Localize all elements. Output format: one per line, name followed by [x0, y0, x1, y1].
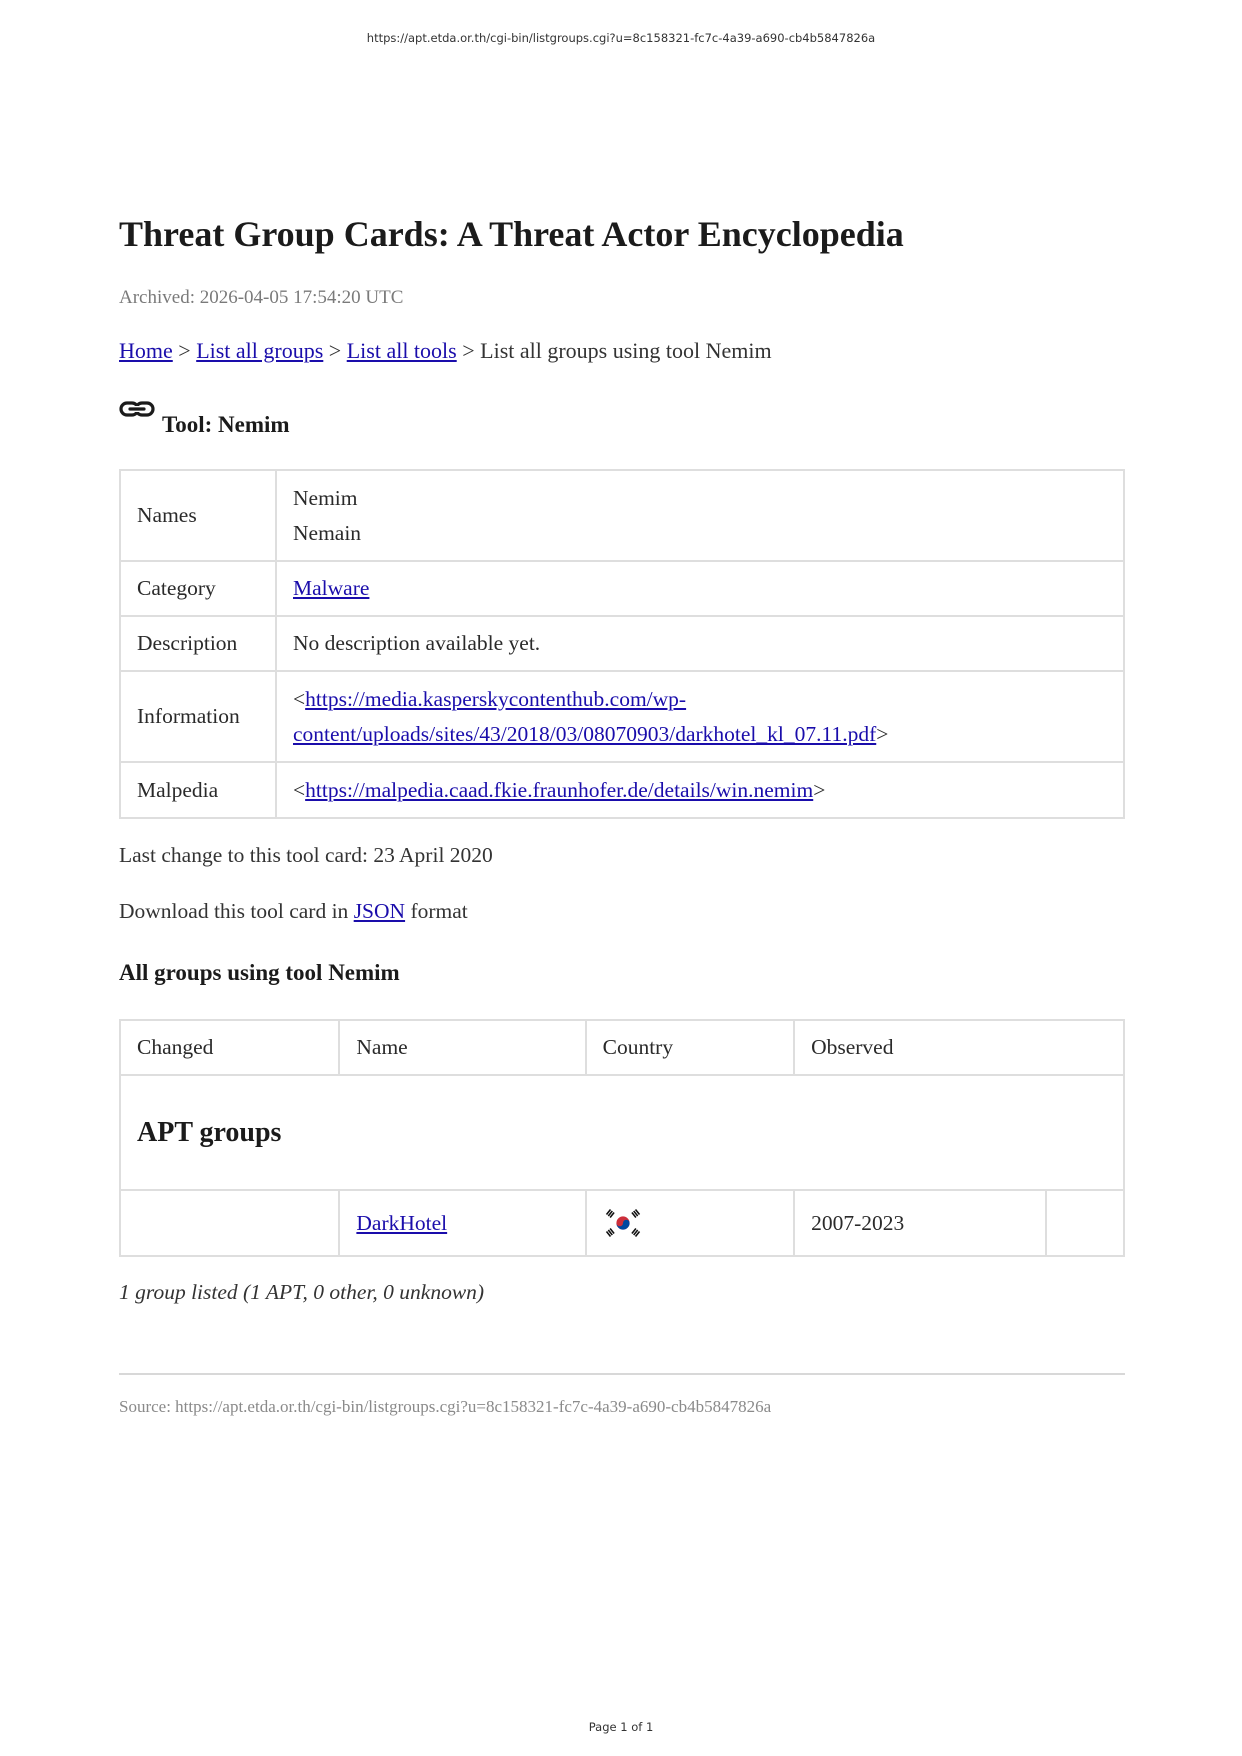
group-link-darkhotel[interactable]: DarkHotel: [356, 1210, 448, 1235]
category-link[interactable]: Malware: [293, 576, 370, 600]
description-label: Description: [120, 616, 276, 671]
breadcrumb-current: List all groups using tool Nemim: [480, 338, 772, 363]
category-label: Category: [120, 561, 276, 616]
name-cell: [339, 1190, 585, 1256]
breadcrumb-home-link[interactable]: Home: [119, 338, 173, 363]
changed-cell: [120, 1190, 339, 1256]
table-row: [120, 671, 1124, 762]
south-korea-flag-icon: [603, 1208, 643, 1238]
table-row: [120, 762, 1124, 818]
page-title: Threat Group Cards: A Threat Actor Encyclopedia: [119, 214, 904, 254]
groups-summary: 1 group listed (1 APT, 0 other, 0 unknown): [119, 1280, 485, 1304]
download-text: [119, 899, 468, 924]
table-row: [120, 470, 1124, 561]
information-value: [276, 671, 1124, 762]
angle-bracket-open: <: [293, 686, 306, 711]
information-link[interactable]: [293, 687, 876, 746]
tool-heading-label: Tool: Nemim: [162, 412, 290, 437]
tool-info-table: [119, 469, 1125, 819]
archived-timestamp: Archived: 2026-04-05 17:54:20 UTC: [119, 287, 404, 308]
description-value: No description available yet.: [276, 616, 1124, 671]
extra-cell: [1046, 1190, 1124, 1256]
groups-heading: All groups using tool Nemim: [119, 960, 400, 985]
information-label: Information: [120, 671, 276, 762]
table-row: [120, 616, 1124, 671]
table-header-row: [120, 1020, 1124, 1075]
country-cell: [586, 1190, 794, 1256]
source-url: Source: https://apt.etda.or.th/cgi-bin/listgroups.cgi?u=8c158321-fc7c-4a39-a690-cb4b5847826a: [119, 1397, 772, 1416]
column-header-changed: Changed: [120, 1020, 339, 1075]
angle-bracket-close: >: [876, 721, 889, 746]
tool-heading: [119, 400, 290, 438]
breadcrumb: [119, 338, 772, 364]
breadcrumb-separator: >: [172, 338, 197, 363]
observed-cell: 2007-2023: [794, 1190, 1046, 1256]
table-row: [120, 1190, 1124, 1256]
last-change-text: Last change to this tool card: 23 April 2020: [119, 843, 493, 867]
breadcrumb-all-groups-link[interactable]: List all groups: [196, 338, 324, 363]
names-value: [276, 470, 1124, 561]
section-title-apt-groups: APT groups: [120, 1075, 1124, 1190]
json-download-link[interactable]: JSON: [353, 899, 406, 923]
section-row: [120, 1075, 1124, 1190]
column-header-observed: Observed: [794, 1020, 1124, 1075]
page-number: Page 1 of 1: [588, 1720, 654, 1734]
link-icon: [119, 398, 155, 422]
name-item: Nemim: [293, 485, 358, 510]
print-header-url: https://apt.etda.or.th/cgi-bin/listgroups.cgi?u=8c158321-fc7c-4a39-a690-cb4b5847826a: [366, 31, 876, 45]
breadcrumb-all-tools-link[interactable]: List all tools: [346, 338, 457, 363]
malpedia-link[interactable]: https://malpedia.caad.fkie.fraunhofer.de/details/win.nemim: [305, 777, 814, 802]
groups-table: [119, 1019, 1125, 1257]
column-header-name: Name: [339, 1020, 585, 1075]
malpedia-label: Malpedia: [120, 762, 276, 818]
table-row: [120, 561, 1124, 616]
footer-divider: [119, 1373, 1125, 1375]
name-item: Nemain: [293, 520, 362, 545]
category-value: [276, 561, 1124, 616]
malpedia-value: [276, 762, 1124, 818]
download-suffix: format: [405, 899, 468, 923]
angle-bracket-open: <: [293, 777, 306, 802]
download-prefix: Download this tool card in: [119, 899, 354, 923]
column-header-country: Country: [586, 1020, 794, 1075]
information-link-line1: https://media.kasperskycontenthub.com/wp-: [305, 686, 687, 711]
breadcrumb-separator: >: [323, 338, 347, 363]
information-link-line2: content/uploads/sites/43/2018/03/08070903/darkhotel_kl_07.11.pdf: [293, 721, 877, 746]
angle-bracket-close: >: [813, 777, 826, 802]
breadcrumb-separator: >: [456, 338, 481, 363]
names-label: Names: [120, 470, 276, 561]
